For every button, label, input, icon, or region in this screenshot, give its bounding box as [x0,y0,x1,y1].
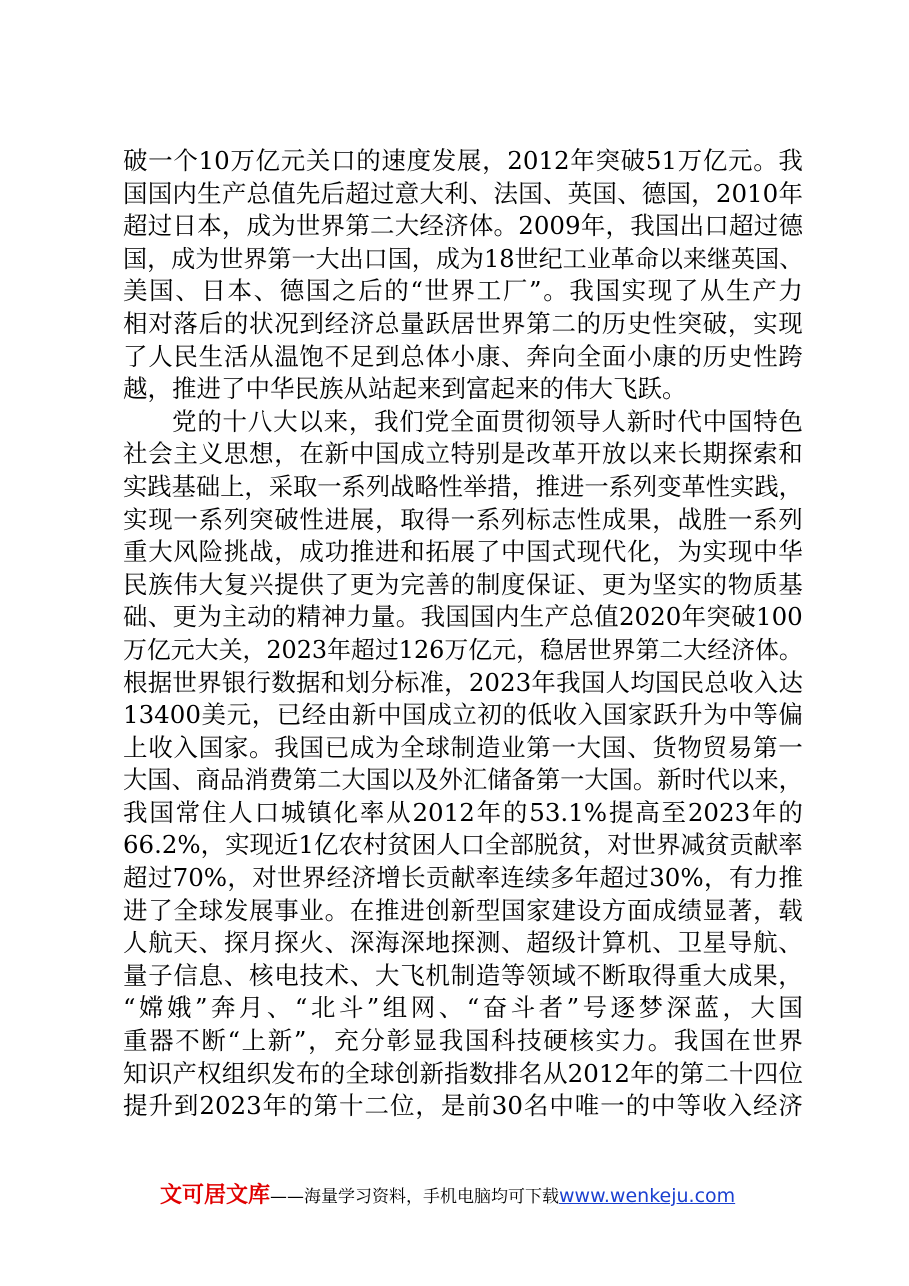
text-line: 上 收 入 国 家 。 我 国 已 成 为 全 球 制 造 业 第 一 大 国 、 货 物 贸 易 第 一 [123,732,803,762]
text-line: 重 大 风 险 挑 战 ， 成 功 推 进 和 拓 展 了 中 国 式 现 代 化 ， 为 实 现 中 华 [123,537,803,567]
text-line: 超 过 70% ， 对 世 界 经 济 增 长 贡 献 率 连 续 多 年 超 过 30% ， 有 力 推 [123,863,803,893]
text-line: 知 识 产 权 组 织 发 布 的 全 球 创 新 指 数 排 名 从 2012 年 的 第 二 十 四 位 [123,1058,803,1088]
text-line: 越，推进了中华民族从站起来到富起来的伟大飞跃。 [123,374,687,404]
text-line: 万 亿 元 大 关 ， 2023 年 超 过 126 万 亿 元 ， 稳 居 世 界 第 二 大 经 济 体 。 [123,635,803,664]
text-line: 相 对 落 后 的 状 况 到 经 济 总 量 跃 居 世 界 第 二 的 历 史 性 突 破 ， 实 现 [123,308,803,338]
text-line: 党 的 十 八 大 以 来 ， 我 们 党 全 面 贯 彻 领 导 人 新 时 代 中 国 特 色 [172,406,803,436]
text-line: 美 国 、 日 本 、 德 国 之 后 的 “ 世 界 工 厂 ” 。 我 国 实 现 了 从 生 产 力 [123,276,803,306]
footer-link[interactable]: www.wenkeju.com [559,1185,736,1207]
text-line: 进 了 全 球 发 展 事 业 。 在 推 进 创 新 型 国 家 建 设 方 面 成 绩 显 著 ， 载 [123,895,803,925]
text-line: 础 、 更 为 主 动 的 精 神 力 量 。 我 国 国 内 生 产 总 值 2020 年 突 破 100 [123,602,803,632]
text-line: 人 航 天 、 探 月 探 火 、 深 海 深 地 探 测 、 超 级 计 算 机 、 卫 星 导 航 、 [123,928,803,958]
footer-brand: 文可居文库 [160,1183,271,1208]
footer-banner [160,1180,735,1212]
text-line: 国 国 内 生 产 总 值 先 后 超 过 意 大 利 、 法 国 、 英 国 、 德 国 ， 2010 年 [123,178,803,208]
text-line: 破 一 个 10 万 亿 元 关 口 的 速 度 发 展 ， 2012 年 突 破 51 万 亿 元 。 我 [123,146,803,175]
text-line: 根 据 世 界 银 行 数 据 和 划 分 标 准 ， 2023 年 我 国 人 均 国 民 总 收 入 达 [123,667,803,697]
text-line: 社 会 主 义 思 想 ， 在 新 中 国 成 立 特 别 是 改 革 开 放 以 来 长 期 探 索 和 [123,439,803,469]
text-line: 了 人 民 生 活 从 温 饱 不 足 到 总 体 小 康 、 奔 向 全 面 小 康 的 历 史 性 跨 [123,341,803,371]
text-line: 实 践 基 础 上 ， 采 取 一 系 列 战 略 性 举 措 ， 推 进 一 系 列 变 革 性 实 践 ， [123,471,803,501]
text-line: 国 ， 成 为 世 界 第 一 大 出 口 国 ， 成 为 18 世 纪 工 业 革 命 以 来 继 英 国 、 [123,244,804,273]
text-line: “ 嫦 娥 ” 奔 月 、 “ 北 斗 ” 组 网 、 “ 奋 斗 者 ” 号 逐 梦 深 蓝 ， 大 国 [123,993,803,1023]
body-text [123,145,803,1123]
text-line: 超 过 日 本 ， 成 为 世 界 第 二 大 经 济 体 。 2009 年 ， 我 国 出 口 超 过 德 [123,211,803,241]
text-line: 重 器 不 断 “ 上 新 ” ， 充 分 彰 显 我 国 科 技 硬 核 实 力 。 我 国 在 世 界 [123,1026,803,1056]
text-line: 66.2% ， 实 现 近 1 亿 农 村 贫 困 人 口 全 部 脱 贫 ， 对 世 界 减 贫 贡 献 率 [123,830,803,860]
text-line: 我 国 常 住 人 口 城 镇 化 率 从 2012 年 的 53.1% 提 高 至 2023 年 的 [123,797,803,827]
text-line: 民 族 伟 大 复 兴 提 供 了 更 为 完 善 的 制 度 保 证 、 更 为 坚 实 的 物 质 基 [123,569,803,599]
text-line: 量 子 信 息 、 核 电 技 术 、 大 飞 机 制 造 等 领 域 不 断 取 得 重 大 成 果 ， [123,960,803,990]
text-line: 13400 美 元 ， 已 经 由 新 中 国 成 立 初 的 低 收 入 国 家 跃 升 为 中 等 偏 [123,700,803,730]
text-line: 大 国 、 商 品 消 费 第 二 大 国 以 及 外 汇 储 备 第 一 大 国 。 新 时 代 以 来 ， [123,765,803,795]
text-line: 实 现 一 系 列 突 破 性 进 展 ， 取 得 一 系 列 标 志 性 成 果 ， 战 胜 一 系 列 [123,504,803,534]
text-line: 提 升 到 2023 年 的 第 十 二 位 ， 是 前 30 名 中 唯 一 的 中 等 收 入 经 济 [123,1091,803,1121]
footer-slogan: ——海量学习资料，手机电脑均可下载 [270,1187,560,1207]
